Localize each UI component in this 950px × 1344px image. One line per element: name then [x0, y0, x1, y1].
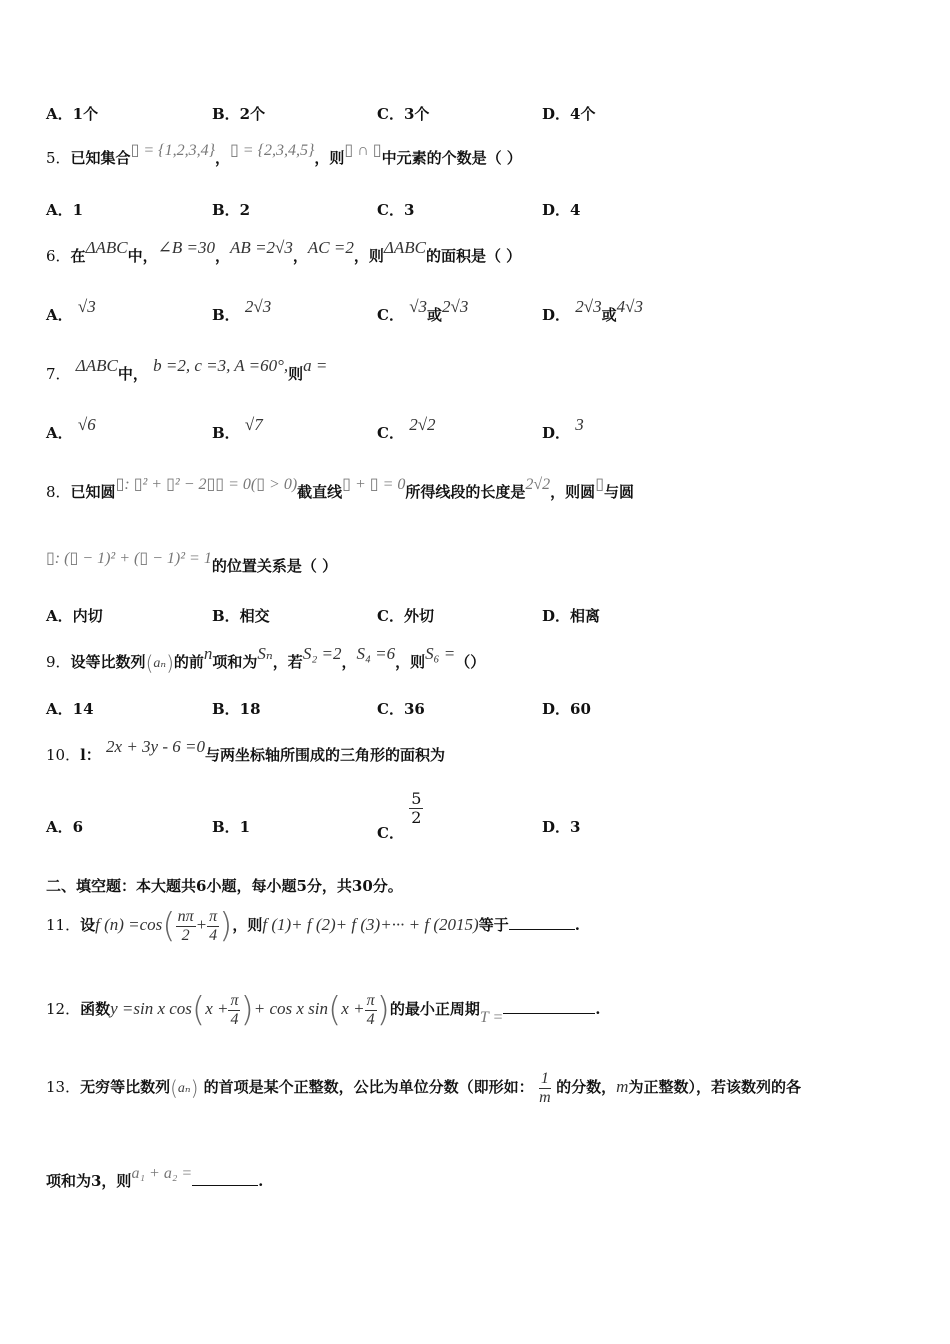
- question-6: 6．在ΔABC中，∠B =30，AB =2√3，AC =2，则ΔABC的面积是（ ）: [46, 238, 522, 265]
- q9-option-c: C．36: [377, 700, 425, 718]
- q7-option-d: D． 3: [542, 415, 584, 442]
- q5-option-b: B．2: [212, 201, 251, 219]
- q6-option-c: C． √3或2√3: [377, 297, 469, 324]
- q7-option-b: B． √7: [212, 415, 263, 442]
- q8-option-c: C．外切: [377, 607, 434, 625]
- q8-option-d: D．相离: [542, 607, 601, 625]
- q10-option-d: D．3: [542, 818, 581, 836]
- q7-option-c: C． 2√2: [377, 415, 436, 442]
- q6-option-b: B． 2√3: [212, 297, 272, 324]
- q9-option-b: B．18: [212, 700, 261, 718]
- question-9: 9．设等比数列(aₙ)的前n项和为Sₙ，若S₂ =2，S₄ =6，则S₆ =（）: [46, 644, 486, 675]
- q12-answer-blank[interactable]: [503, 1013, 595, 1014]
- question-13-cont: 项和为3，则a₁ + a₂ = .: [46, 1165, 264, 1190]
- q5-option-a: A．1: [46, 201, 84, 219]
- q8-option-a: A．内切: [46, 607, 103, 625]
- q7-option-a: A． √6: [46, 415, 96, 442]
- q5-option-d: D．4: [542, 201, 581, 219]
- q13-answer-blank[interactable]: [192, 1185, 258, 1186]
- q5-option-c: C．3: [377, 201, 415, 219]
- q10-option-c: C． $\frac{5}{2}$: [377, 789, 422, 843]
- question-11: 11．设f (n) =cos( $\frac{n\pi}{2}$ + $\frac{\pi}{4}$ )，则f (1)+ f (2)+ f (3)+··· + f (2015)等于 .: [46, 906, 580, 946]
- q11-answer-blank[interactable]: [509, 929, 575, 930]
- question-8-cont: ▯: (▯ − 1)² + (▯ − 1)² = 1的位置关系是（ ）: [46, 550, 338, 575]
- question-8: 8．已知圆▯: ▯² + ▯² − 2▯▯ = 0(▯ > 0)截直线▯ + ▯ = 0所得线段的长度是2√2，则圆▯与圆: [46, 476, 635, 501]
- q4-option-a: A．1个: [46, 105, 99, 123]
- q4-option-c: C．3个: [377, 105, 430, 123]
- q10-option-a: A．6: [46, 818, 84, 836]
- question-7: 7． ΔABC中， b =2, c =3, A =60°,则a =: [46, 356, 328, 383]
- question-13: 13．无穷等比数列(aₙ) 的首项是某个正整数，公比为单位分数（即形如： $\frac{1}{m}$ 的分数，m为正整数），若该数列的各: [46, 1070, 801, 1106]
- question-12: 12．函数y =sin x cos(x + $\frac{\pi}{4}$ )+ cos x sin(x + $\frac{\pi}{4}$ )的最小正周期T = .: [46, 990, 601, 1030]
- section-2-title: 二、填空题：本大题共6小题，每小题5分，共30分。: [46, 877, 403, 895]
- question-10: 10．l： 2x + 3y - 6 =0与两坐标轴所围成的三角形的面积为: [46, 737, 445, 764]
- q8-option-b: B．相交: [212, 607, 270, 625]
- q4-option-d: D．4个: [542, 105, 596, 123]
- question-5: 5．已知集合▯ = {1,2,3,4}，▯ = {2,3,4,5}，则▯ ∩ ▯中元素的个数是（ ）: [46, 142, 522, 167]
- q5-set-b: ▯ = {2,3,4,5}: [229, 142, 315, 159]
- q6-option-a: A． √3: [46, 297, 96, 324]
- q10-option-b: B．1: [212, 818, 251, 836]
- q4-option-b: B．2个: [212, 105, 266, 123]
- q9-option-a: A．14: [46, 700, 94, 718]
- q5-set-a: ▯ = {1,2,3,4}: [130, 142, 215, 159]
- q9-option-d: D．60: [542, 700, 591, 718]
- q6-option-d: D． 2√3或4√3: [542, 297, 643, 324]
- q5-intersection: ▯ ∩ ▯: [344, 142, 382, 159]
